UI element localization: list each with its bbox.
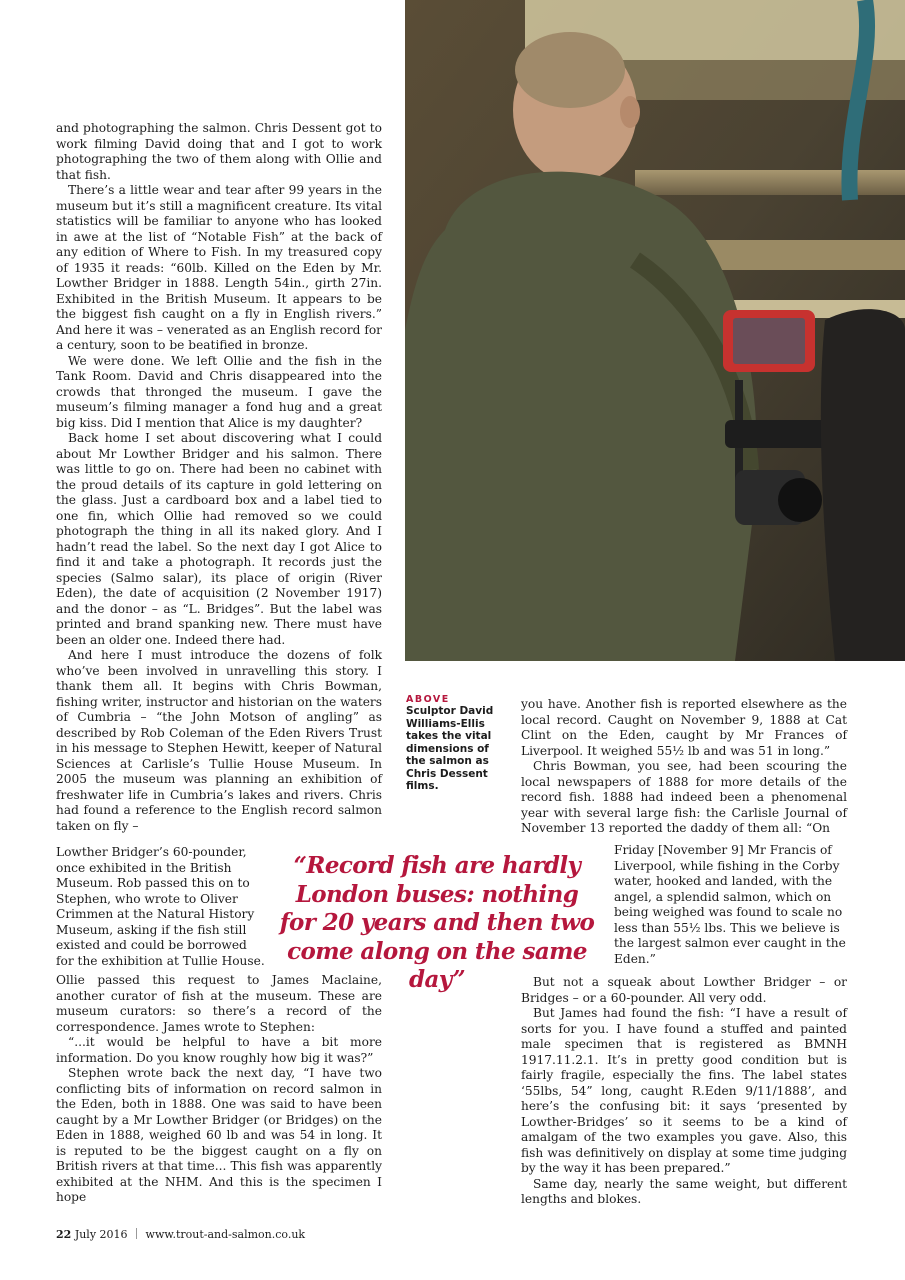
paragraph: We were done. We left Ollie and the fish in the Tank Room. David and Chris disappeared into the crowds that thronged the museum. I gave the museum’s filming manager a fond hug and a great big kiss. Did I mention that Alice is my daughter? [56,353,382,430]
article-column-left-wrap [56,845,268,969]
paragraph: Lowther Bridger’s 60-pounder, once exhibited in the British Museum. Rob passed this on to Stephen, who wrote to Oliver Crimmen at the Natural History Museum, asking if the fish still existed and could be borrowed for the exhibition at Tullie House. [56,845,265,968]
paragraph: Same day, nearly the same weight, but different lengths and blokes. [521,1176,847,1206]
page-footer [56,1228,305,1241]
paragraph: “...it would be helpful to have a bit more information. Do you know roughly how big it was?” [56,1035,382,1065]
paragraph: Chris Bowman, you see, had been scouring the local newspapers of 1888 for more details of the record fish. 1888 had indeed been a phenomenal year with several large fish: the Carlisle Journal of November 13 reported the daddy of them all: “On [521,759,847,835]
footer-divider [136,1228,137,1239]
paragraph: There’s a little wear and tear after 99 years in the museum but it’s still a magnificent creature. Its vital statistics will be familiar to anyone who has looked in awe at the list of “Notable Fish” at the back of any edition of Where to Fish. In my treasured copy of 1935 it reads: “60lb. Killed on the Eden by Mr. Lowther Bridger in 1888. Length 54in., girth 27in. Exhibited in the British Museum. It appears to be the biggest fish caught on a fly in English rivers.” And here it was – venerated as an English record for a century, soon to be beatified in bronze. [56,183,382,352]
paragraph: and photographing the salmon. Chris Dessent got to work filming David doing that and I got to work photographing the two of them along with Ollie and that fish. [56,121,382,182]
photo-caption [406,694,506,793]
paragraph: Back home I set about discovering what I could about Mr Lowther Bridger and his salmon. There was little to go on. There had been no cabinet with the proud details of its capture in gold lettering on the glass. Just a cardboard box and a label tied to one fin, which Ollie had removed so we could photograph the thing in all its naked glory. And I hadn’t read the label. So the next day I got Alice to find it and take a photograph. It records just the species (Salmo salar), its place of origin (River Eden), the date of acquisition (2 November 1917) and the donor – as “L. Bridges”. But the label was printed and brand spanking new. There must have been an older one. Indeed there had. [56,431,382,647]
paragraph: you have. Another fish is reported elsewhere as the local record. Caught on November 9, 1888 at Cat Clint on the Eden, caught by Mr Frances of Liverpool. It weighed 55½ lb and was 51 in long.” [521,697,847,758]
issue-date: July 2016 [74,1228,128,1241]
paragraph: But James had found the fish: “I have a result of sorts for you. I have found a stuffed and painted male specimen that is registered as BMNH 1917.11.2.1. It’s in pretty good condition but is fairly fragile, especially the fins. The label states ‘55lbs, 54” long, caught R.Eden 9/11/1888’, and here’s the confusing bit: it says ‘presented by Lowther-Bridges’ so it seems to be a kind of amalgam of the two examples you gave. Also, this fish was definitively on display at some time judging by the way it has been prepared.” [521,1006,847,1175]
caption-label: ABOVE [406,694,450,705]
article-photo [405,0,905,661]
article-column-right-lower [521,975,847,1208]
page-number: 22 [56,1228,72,1241]
caption-text: Sculptor David Williams-Ellis takes the vital dimensions of the salmon as Chris Dessent films. [406,705,494,792]
article-column-right [521,697,847,837]
article-column-right-wrap [614,843,850,967]
paragraph: Ollie passed this request to James Maclaine, another curator of fish at the museum. These are museum curators: so there’s a record of the correspondence. James wrote to Stephen: [56,973,382,1034]
paragraph: But not a squeak about Lowther Bridger – or Bridges – or a 60-pounder. All very odd. [521,975,847,1005]
article-column-left [56,121,382,834]
paragraph: Stephen wrote back the next day, “I have two conflicting bits of information on record salmon in the Eden, both in 1888. One was said to have been caught by a Mr Lowther Bridger (or Bridges) on the Eden in 1888, weighed 60 lb and was 54 in long. It is reputed to be the biggest caught on a fly on British rivers at that time... This fish was apparently exhibited at the NHM. And this is the specimen I hope [56,1066,382,1204]
pull-quote: “Record fish are hardly London buses: nothing for 20 years and then two come along on the same day” [279,852,595,993]
article-column-left-lower [56,973,382,1206]
website-link[interactable]: www.trout-and-salmon.co.uk [145,1228,306,1241]
paragraph: Friday [November 9] Mr Francis of Liverpool, while fishing in the Corby water, hooked and landed, with the angel, a splendid salmon, which on being weighed was found to scale no less than 55½ lbs. This we believe is the largest salmon ever caught in the Eden.” [614,843,846,966]
photo-illustration [405,0,905,661]
paragraph: And here I must introduce the dozens of folk who’ve been involved in unravelling this story. I thank them all. It begins with Chris Bowman, fishing writer, instructor and historian on the waters of Cumbria – “the John Motson of angling” as described by Rob Coleman of the Eden Rivers Trust in his message to Stephen Hewitt, keeper of Natural Sciences at Carlisle’s Tullie House Museum. In 2005 the museum was planning an exhibition of freshwater life in Cumbria’s lakes and rivers. Chris had found a reference to the English record salmon taken on fly – [56,648,383,833]
